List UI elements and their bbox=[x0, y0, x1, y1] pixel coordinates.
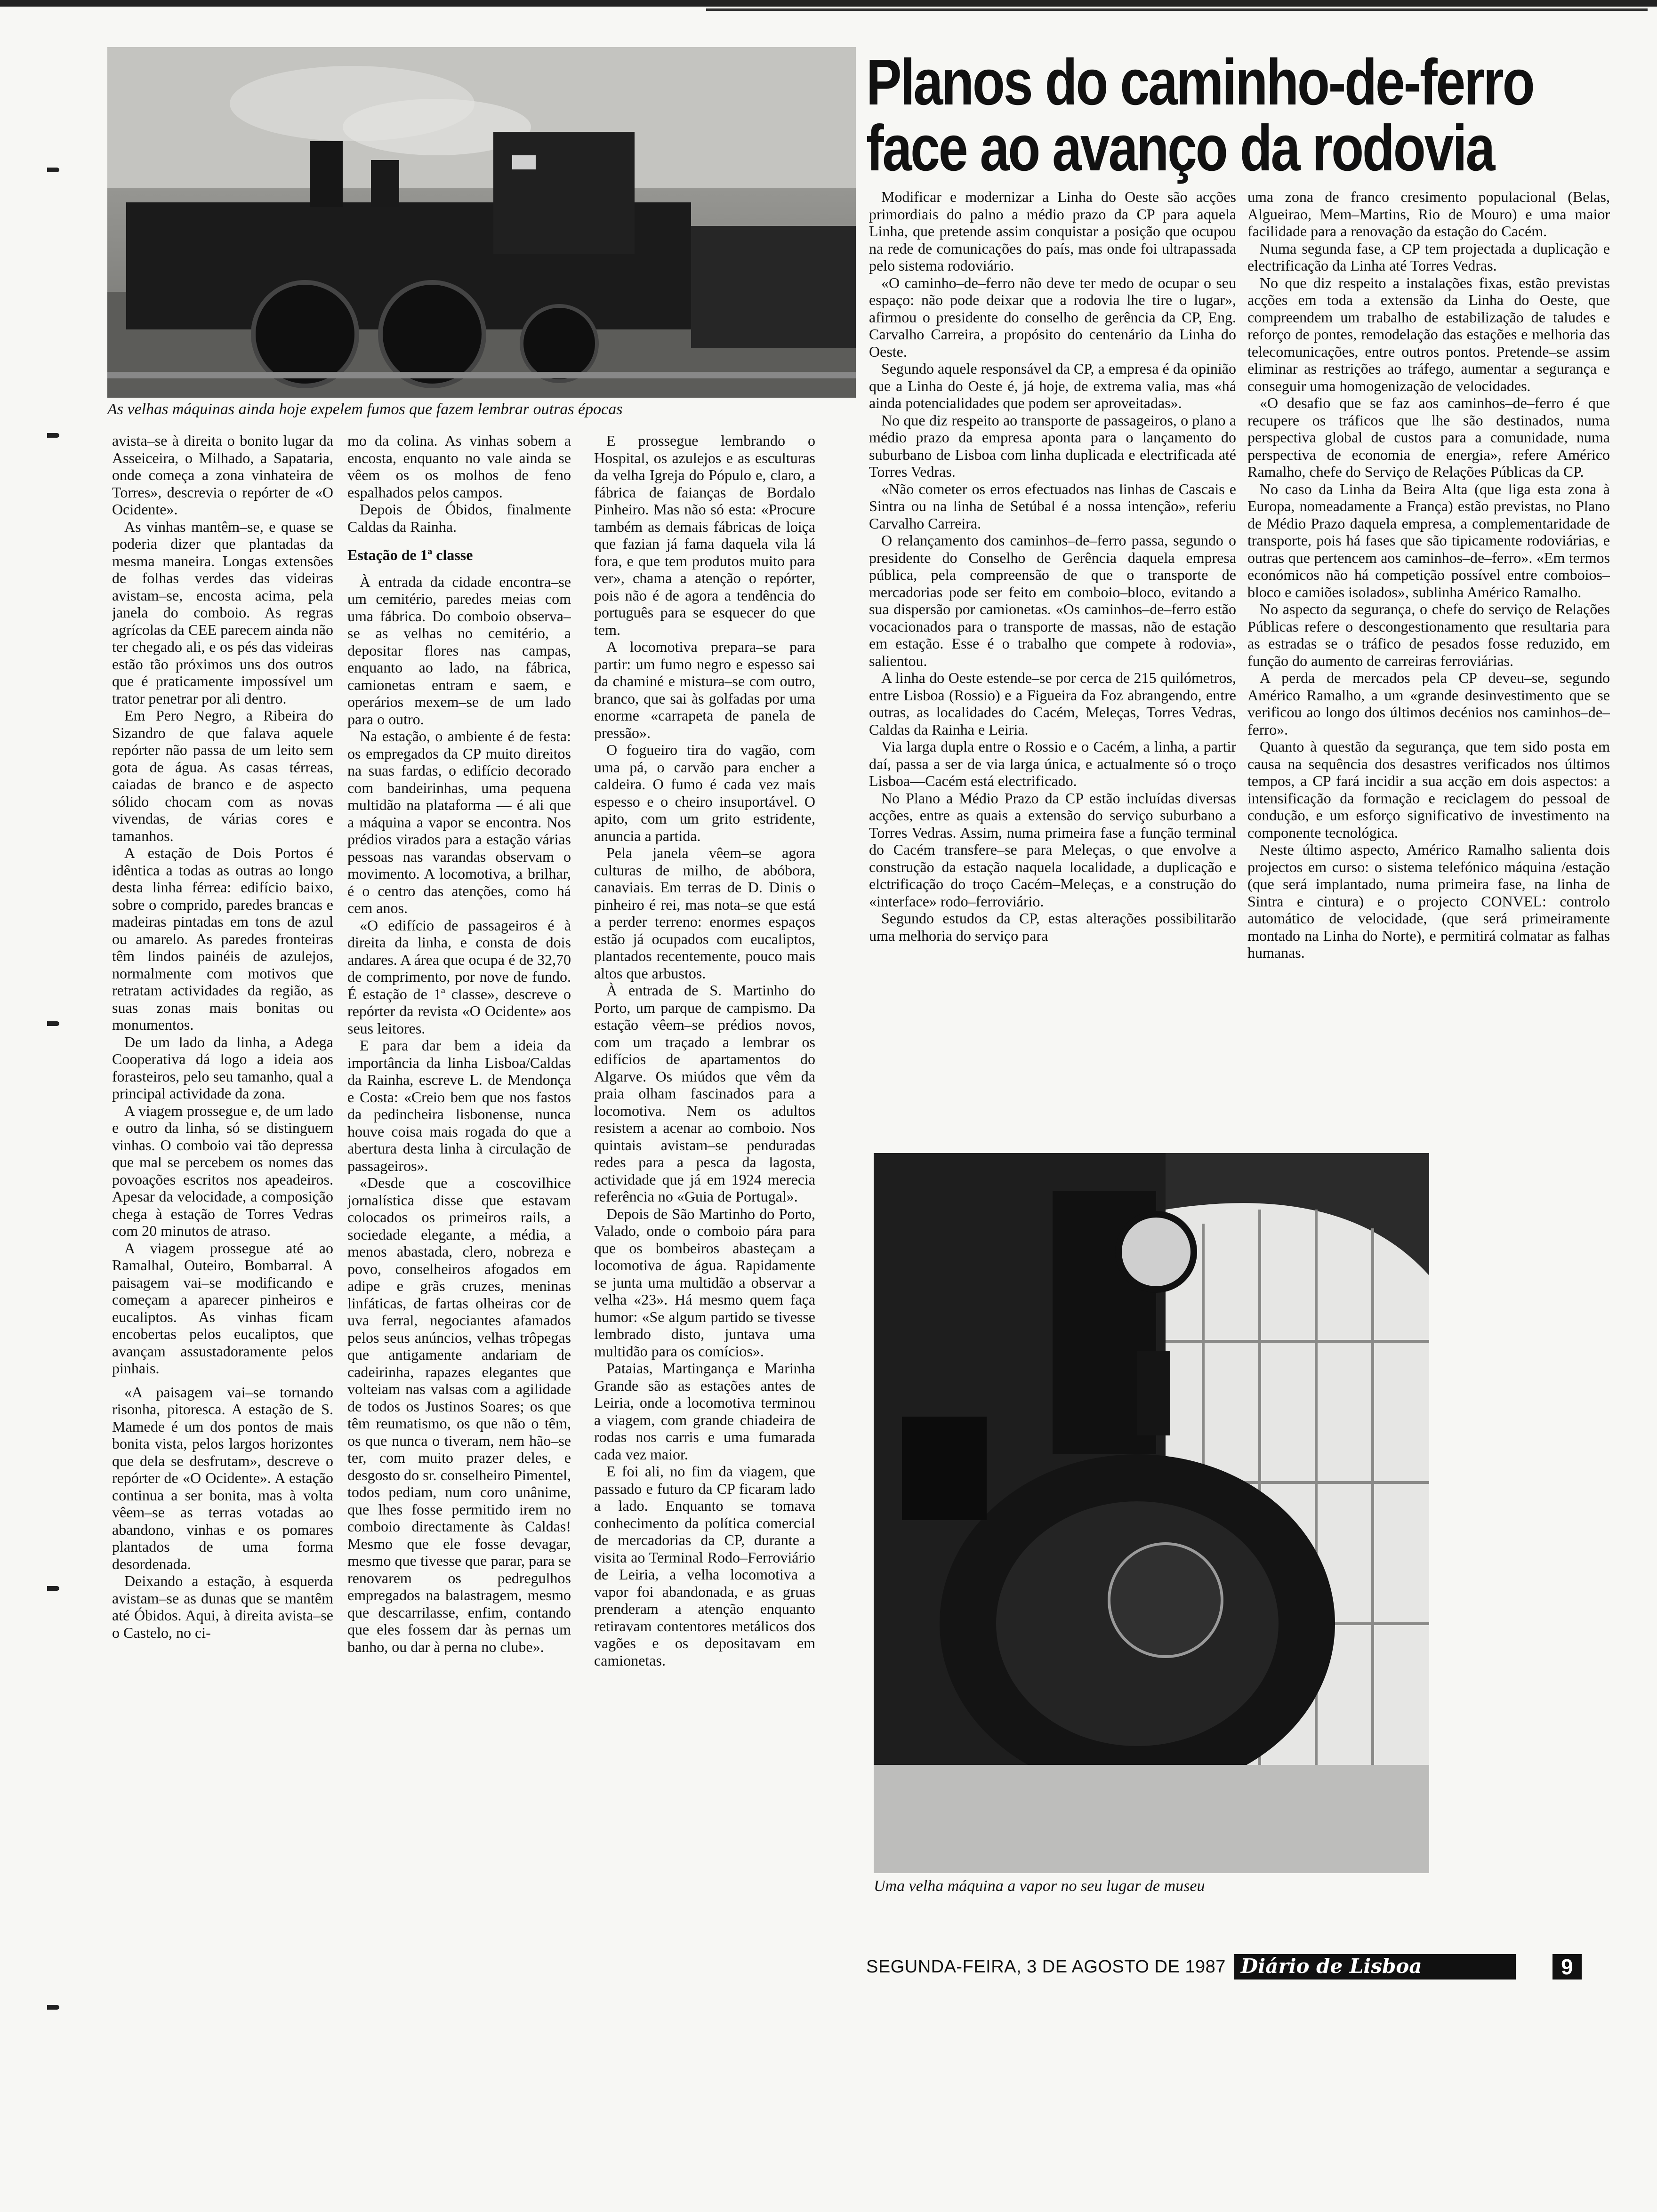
paragraph: E prossegue lembrando o Hospital, os azulejos e as esculturas da velha Igreja do Pópulo e, claro, a fábrica de faianças de Bordalo Pinheiro. Mas não só esta: «Procure também as demais fábricas de loiça que fazian já fama daquela vila lá fora, e que tem produtos muito para ver», chama a atenção o repórter, pois não é de agora a tendência do português para se esquecer do que tem. bbox=[594, 432, 815, 638]
newspaper-masthead: Diário de Lisboa bbox=[1234, 1954, 1516, 1980]
binding-mark bbox=[47, 2005, 59, 2010]
page-headline bbox=[866, 46, 1534, 184]
paragraph: No Plano a Médio Prazo da CP estão incluídas diversas acções, entre as quais a extensão do serviço suburbano a Torres Vedras. Assim, numa primeira fase a função terminal do Cacém transfere–se para Meleças, o que envolve a construção da estação naquela localidade, a duplicação e elctrificação do troço Cacém–Meleças, e a construção do «interface» rodo–ferroviário. bbox=[869, 789, 1236, 910]
paragraph: Segundo aquele responsável da CP, a empresa é da opinião que a Linha do Oeste é, já hoje, de extrema valia, mas «há ainda potencialidades que podem ser aproveitadas». bbox=[869, 360, 1236, 411]
paragraph: uma zona de franco cresimento populacional (Belas, Algueirao, Mem–Martins, Rio de Mouro) e uma maior facilidade para a renovação da estação do Cacém. bbox=[1247, 188, 1610, 240]
article-column-3 bbox=[594, 432, 815, 1933]
binding-mark bbox=[47, 168, 59, 172]
paragraph: «A paisagem vai–se tornando risonha, pitoresca. A estação de S. Mamede é um dos pontos de mais bonita vista, pelos largos horizontes que dela se desfrutam», descreve o repórter de «O Ocidente». A estação continua a ser bonita, mas à volta vêem–se as terras votadas ao abandono, vinhas e os pomares plantados de uma forma desordenada. bbox=[112, 1383, 333, 1572]
paragraph: Depois de São Martinho do Porto, Valado, onde o comboio pára para que os bombeiros abasteçam a locomotiva de água. Rapidamente se junta uma multidão a observar a velha «23». Há mesmo quem faça humor: «Se algum partido se tivesse lembrado disto, juntava uma multidão para os comícios». bbox=[594, 1205, 815, 1360]
article-column-5 bbox=[1247, 188, 1610, 1153]
locomotive-illustration bbox=[107, 47, 856, 398]
article-column-2 bbox=[347, 432, 571, 1933]
paragraph: Quanto à questão da segurança, que tem sido posta em causa na sequência dos desastres verificados nos últimos tempos, a CP fará incidir a sua acção em dois aspectos: a intensificação da formação e reciclagem do pessoal de condução, e um esforço significativo de investimento na componente tecnológica. bbox=[1247, 738, 1610, 841]
paragraph: À entrada de S. Martinho do Porto, um parque de campismo. Da estação vêem–se prédios novos, com um traçado a lembrar os edifícios de apartamentos do Algarve. Os miúdos que vêm da praia olham fascinados para a locomotiva. Nem os adultos resistem a acenar ao comboio. Nos quintais avistam–se penduradas redes para a pesca da lagosta, actividade que já em 1924 merecia referência no «Guia de Portugal». bbox=[594, 982, 815, 1205]
paragraph: Pataias, Martingança e Marinha Grande são as estações antes de Leiria, onde a locomotiva terminou a viagem, com grande chiadeira de rodas nos carris e uma fumarada cada vez maior. bbox=[594, 1360, 815, 1463]
paragraph: «Desde que a coscovilhice jornalística disse que estavam colocados os primeiros rails, a sociedade elegante, a média, a menos abastada, clero, nobreza e povo, conselheiros afogados em adipe e grãs cruzes, meninas linfáticas, de fartas olheiras cor de uva ferral, negociantes afamados pelos seus anúncios, velhas trôpegas que antigamente andariam de cadeirinha, rapazes elegantes que volteiam nas valsas com a agilidade de todos os Justinos Soares; os que têm reumatismo, os que não o têm, os que nunca o tiveram, nem hão–se ter, com muito prazer deles, e desgosto do sr. conselheiro Pimentel, todos pediam, num coro unânime, que lhes fosse permitido irem no comboio directamente às Caldas! Mesmo que ele fosse devagar, mesmo que tivesse que parar, para se renovarem os pedregulhos empregados na balastragem, mesmo que descarrilasse, enfim, contando que eles fossem dar às pernas um banho, ou dar à perna no clube». bbox=[347, 1174, 571, 1655]
paragraph: No que diz respeito a instalações fixas, estão previstas acções em toda a extensão da Linha do Oeste, que compreendem um trabalho de estabilização de taludes e reforço de pontes, remodelação das estações e melhoria das telecomunicações, entre outros pontos. Pretende–se assim eliminar as restrições ao tráfego, aumentar a segurança e conseguir uma homogenização de velocidades. bbox=[1247, 274, 1610, 394]
paragraph: A linha do Oeste estende–se por cerca de 215 quilómetros, entre Lisboa (Rossio) e a Figueira da Foz abrangendo, entre outras, as localidades do Cacém, Meleças, Torres Vedras, Caldas da Rainha e Leiria. bbox=[869, 669, 1236, 738]
paragraph: No caso da Linha da Beira Alta (que liga esta zona à Europa, nomeadamente a França) estão previstas, no Plano de Médio Prazo daquela empresa, a complementaridade de transporte, pois há fases que são tipicamente rodoviárias, e outras que pertencem aos caminhos–de–ferro». «Em termos económicos não há competição possível entre comboios–bloco e camiões isolados», sublinha Américo Ramalho. bbox=[1247, 480, 1610, 601]
page-number: 9 bbox=[1552, 1954, 1582, 1980]
paragraph: Modificar e modernizar a Linha do Oeste são acções primordiais do palno a médio prazo da CP para aquela Linha, que pretende assim conquistar a posição que ocupou na rede de comunicações do país, mas onde foi ultrapassada pelo sistema rodoviário. bbox=[869, 188, 1236, 274]
top-rule-secondary bbox=[706, 8, 1648, 11]
paragraph: mo da colina. As vinhas sobem a encosta, enquanto no vale ainda se vêem os os molhos de feno espalhados pelos campos. bbox=[347, 432, 571, 501]
paragraph: Deixando a estação, à esquerda avistam–se as dunas que se mantêm até Óbidos. Aqui, à direita avista–se o Castelo, no ci- bbox=[112, 1572, 333, 1641]
paragraph: «O caminho–de–ferro não deve ter medo de ocupar o seu espaço: não pode deixar que a rodovia lhe tire o lugar», afirmou o presidente do conselho de gerência da CP, Eng. Carvalho Carreira, a propósito do centenário da Linha do Oeste. bbox=[869, 274, 1236, 360]
paragraph: Depois de Óbidos, finalmente Caldas da Rainha. bbox=[347, 501, 571, 535]
museum-locomotive-illustration bbox=[874, 1153, 1429, 1873]
paragraph: A locomotiva prepara–se para partir: um fumo negro e espesso sai da chaminé e mistura–se com outro, branco, que sai às golfadas por uma enorme «carrapeta de panela de pressão». bbox=[594, 638, 815, 741]
paragraph: A perda de mercados pela CP deveu–se, segundo Américo Ramalho, a um «grande desinvestimento que se verificou ao longo dos últimos decénios nos caminhos–de–ferro». bbox=[1247, 669, 1610, 738]
paragraph: Na estação, o ambiente é de festa: os empregados da CP muito direitos na suas fardas, o edifício decorado com bandeirinhas, uma pequena multidão na plataforma — é ali que a máquina a vapor se encontra. Nos prédios virados para a estação várias pessoas nas varandas observam o movimento. A locomotiva, a brilhar, é o centro das atenções, como há cem anos. bbox=[347, 728, 571, 916]
article-column-4 bbox=[869, 188, 1236, 1153]
paragraph: O relançamento dos caminhos–de–ferro passa, segundo o presidente do Conselho de Gerência daquela empresa pública, pela compreensão de que o transporte de mercadorias pode ser feito em comboio–bloco, evitando a sua dispersão por camionetas. «Os caminhos–de–ferro estão vocacionados para o transporte de massas, não de estação em estação. Esse é o trabalho que compete à rodovia», salientou. bbox=[869, 532, 1236, 669]
binding-mark bbox=[47, 433, 59, 438]
article-column-1 bbox=[112, 432, 333, 1933]
paragraph: No que diz respeito ao transporte de passageiros, o plano a médio prazo da empresa aponta para o lançamento do suburbano de Lisboa com linha duplicada e electrificada até Torres Vedras. bbox=[869, 411, 1236, 480]
paragraph: O fogueiro tira do vagão, com uma pá, o carvão para encher a caldeira. O fumo é cada vez mais espesso e o cheiro insuportável. O apito, com um grito estridente, anuncia a partida. bbox=[594, 741, 815, 844]
page-footer bbox=[866, 1953, 1601, 1980]
paragraph: E para dar bem a ideia da importância da linha Lisboa/Caldas da Rainha, escreve L. de Mendonça e Costa: «Creio bem que nos fastos da pedincheira lisbonense, nunca houve coisa mais rogada do que a abertura desta linha à circulação de passageiros». bbox=[347, 1037, 571, 1174]
paragraph: A estação de Dois Portos é idêntica a todas as outras ao longo desta linha férrea: edifício baixo, sobre o comprido, paredes brancas e madeiras pintadas em tons de azul ou amarelo. As paredes fronteiras têm lindos painéis de azulejos, normalmente com motivos que retratam actividades da região, as suas zonas mais bonitas ou monumentos. bbox=[112, 844, 333, 1033]
museum-locomotive-photo bbox=[874, 1153, 1429, 1873]
paragraph: A viagem prossegue e, de um lado e outro da linha, só se distinguem vinhas. O comboio vai tão depressa que mal se percebem os nomes das povoações escritos nos apeadeiros. Apesar da velocidade, a composição chega à estação de Torres Vedras com 20 minutos de atraso. bbox=[112, 1102, 333, 1239]
paragraph: Em Pero Negro, a Ribeira do Sizandro de que falava aquele repórter não passa de um leito sem gota de água. As casas térreas, caiadas de branco e de aspecto sólido chocam com as novas vivendas, de várias cores e tamanhos. bbox=[112, 707, 333, 844]
paragraph: Via larga dupla entre o Rossio e o Cacém, a linha, a partir daí, passa a ser de via larga única, e actualmente só o troço Lisboa—Cacém está electrificado. bbox=[869, 738, 1236, 789]
paragraph: avista–se à direita o bonito lugar da Asseiceira, o Milhado, a Sapataria, onde começa a zona vinhateira de Torres», descrevia o repórter de «O Ocidente». bbox=[112, 432, 333, 518]
paragraph: «O edifício de passageiros é à direita da linha, e consta de dois andares. A área que ocupa é de 32,70 de comprimento, por nove de fundo. É estação de 1ª classe», descreve o repórter da revista «O Ocidente» aos seus leitores. bbox=[347, 916, 571, 1037]
section-subheading: Estação de 1ª classe bbox=[347, 546, 473, 563]
paragraph: «Não cometer os erros efectuados nas linhas de Cascais e Sintra ou na linha de Setúbal é a nossa intenção», referiu Carvalho Carreira. bbox=[869, 480, 1236, 532]
binding-mark bbox=[47, 1586, 59, 1591]
paragraph: Neste último aspecto, Américo Ramalho salienta dois projectos em curso: o sistema telefónico máquina /estação (que será implantado, numa primeira fase, na linha de Sintra e cintura) e o projecto CONVEL: controlo automático de velocidade, (que será primeiramente montado na Linha do Norte), e permitirá colmatar as falhas humanas. bbox=[1247, 841, 1610, 961]
paragraph: De um lado da linha, a Adega Cooperativa dá logo a ideia aos forasteiros, pelo seu tamanho, qual a principal actividade da zona. bbox=[112, 1033, 333, 1102]
bottom-photo-caption: Uma velha máquina a vapor no seu lugar de museu bbox=[874, 1877, 1205, 1895]
paragraph: Numa segunda fase, a CP tem projectada a duplicação e electrificação da Linha até Torres Vedras. bbox=[1247, 240, 1610, 274]
paragraph: À entrada da cidade encontra–se um cemitério, paredes meias com uma fábrica. Do comboio observa–se as velhas no cemitério, a depositar flores nas campas, enquanto ao lado, na fábrica, camionetas entram e saem, e operários mexem–se de um lado para o outro. bbox=[347, 573, 571, 728]
paragraph: Pela janela vêem–se agora culturas de milho, de abóbora, canaviais. Em terras de D. Dinis o pinheiro é rei, mas nota–se que está a perder terreno: enormes espaços estão já ocupados com eucaliptos, plantados recentemente, pouco mais altos que arbustos. bbox=[594, 844, 815, 982]
paragraph: E foi ali, no fim da viagem, que passado e futuro da CP ficaram lado a lado. Enquanto se tomava conhecimento da política comercial de mercadorias da CP, durante a visita ao Terminal Rodo–Ferroviário de Leiria, a velha locomotiva a vapor foi abandonada, e as gruas prenderam a atenção enquanto retiravam contentores metálicos dos vagões e os depositavam em camionetas. bbox=[594, 1463, 815, 1669]
paragraph: As vinhas mantêm–se, e quase se poderia dizer que plantadas da mesma maneira. Longas extensões de folhas verdes das videiras avistam–se, encosta acima, pela janela do comboio. As regras agrícolas da CEE parecem ainda não ter chegado ali, e os pés das videiras estão tão próximos uns dos outros que é praticamente impossível um trator penetrar por ali dentro. bbox=[112, 518, 333, 707]
issue-date: SEGUNDA-FEIRA, 3 DE AGOSTO DE 1987 bbox=[866, 1956, 1226, 1977]
headline-line-1: Planos do caminho-de-ferro bbox=[866, 46, 1534, 119]
paragraph: «O desafio que se faz aos caminhos–de–ferro é que recupere os tráficos que lhe são destinados, numa perspectiva global de custos para a comunidade, numa perspectiva de economia de energia», refere Américo Ramalho, chefe do Serviço de Relações Públicas da CP. bbox=[1247, 394, 1610, 480]
paragraph: No aspecto da segurança, o chefe do serviço de Relações Públicas refere o descongestionamento que resultaria para as estradas se o tráfico de pesados fosse reduzido, em função do aumento de carreiras ferroviárias. bbox=[1247, 601, 1610, 669]
binding-mark bbox=[47, 1021, 59, 1026]
top-photo-caption: As velhas máquinas ainda hoje expelem fumos que fazem lembrar outras épocas bbox=[107, 401, 623, 418]
top-rule bbox=[0, 0, 1657, 7]
headline-line-2: face ao avanço da rodovia bbox=[866, 112, 1494, 184]
paragraph: Segundo estudos da CP, estas alterações possibilitarão uma melhoria do serviço para bbox=[869, 910, 1236, 944]
paragraph: A viagem prossegue até ao Ramalhal, Outeiro, Bombarral. A paisagem vai–se modificando e começam a aparecer pinheiros e eucaliptos. As vinhas ficam encobertas pelos eucaliptos, que avançam assustadoramente pelos pinhais. bbox=[112, 1239, 333, 1377]
locomotive-photo bbox=[107, 47, 856, 398]
